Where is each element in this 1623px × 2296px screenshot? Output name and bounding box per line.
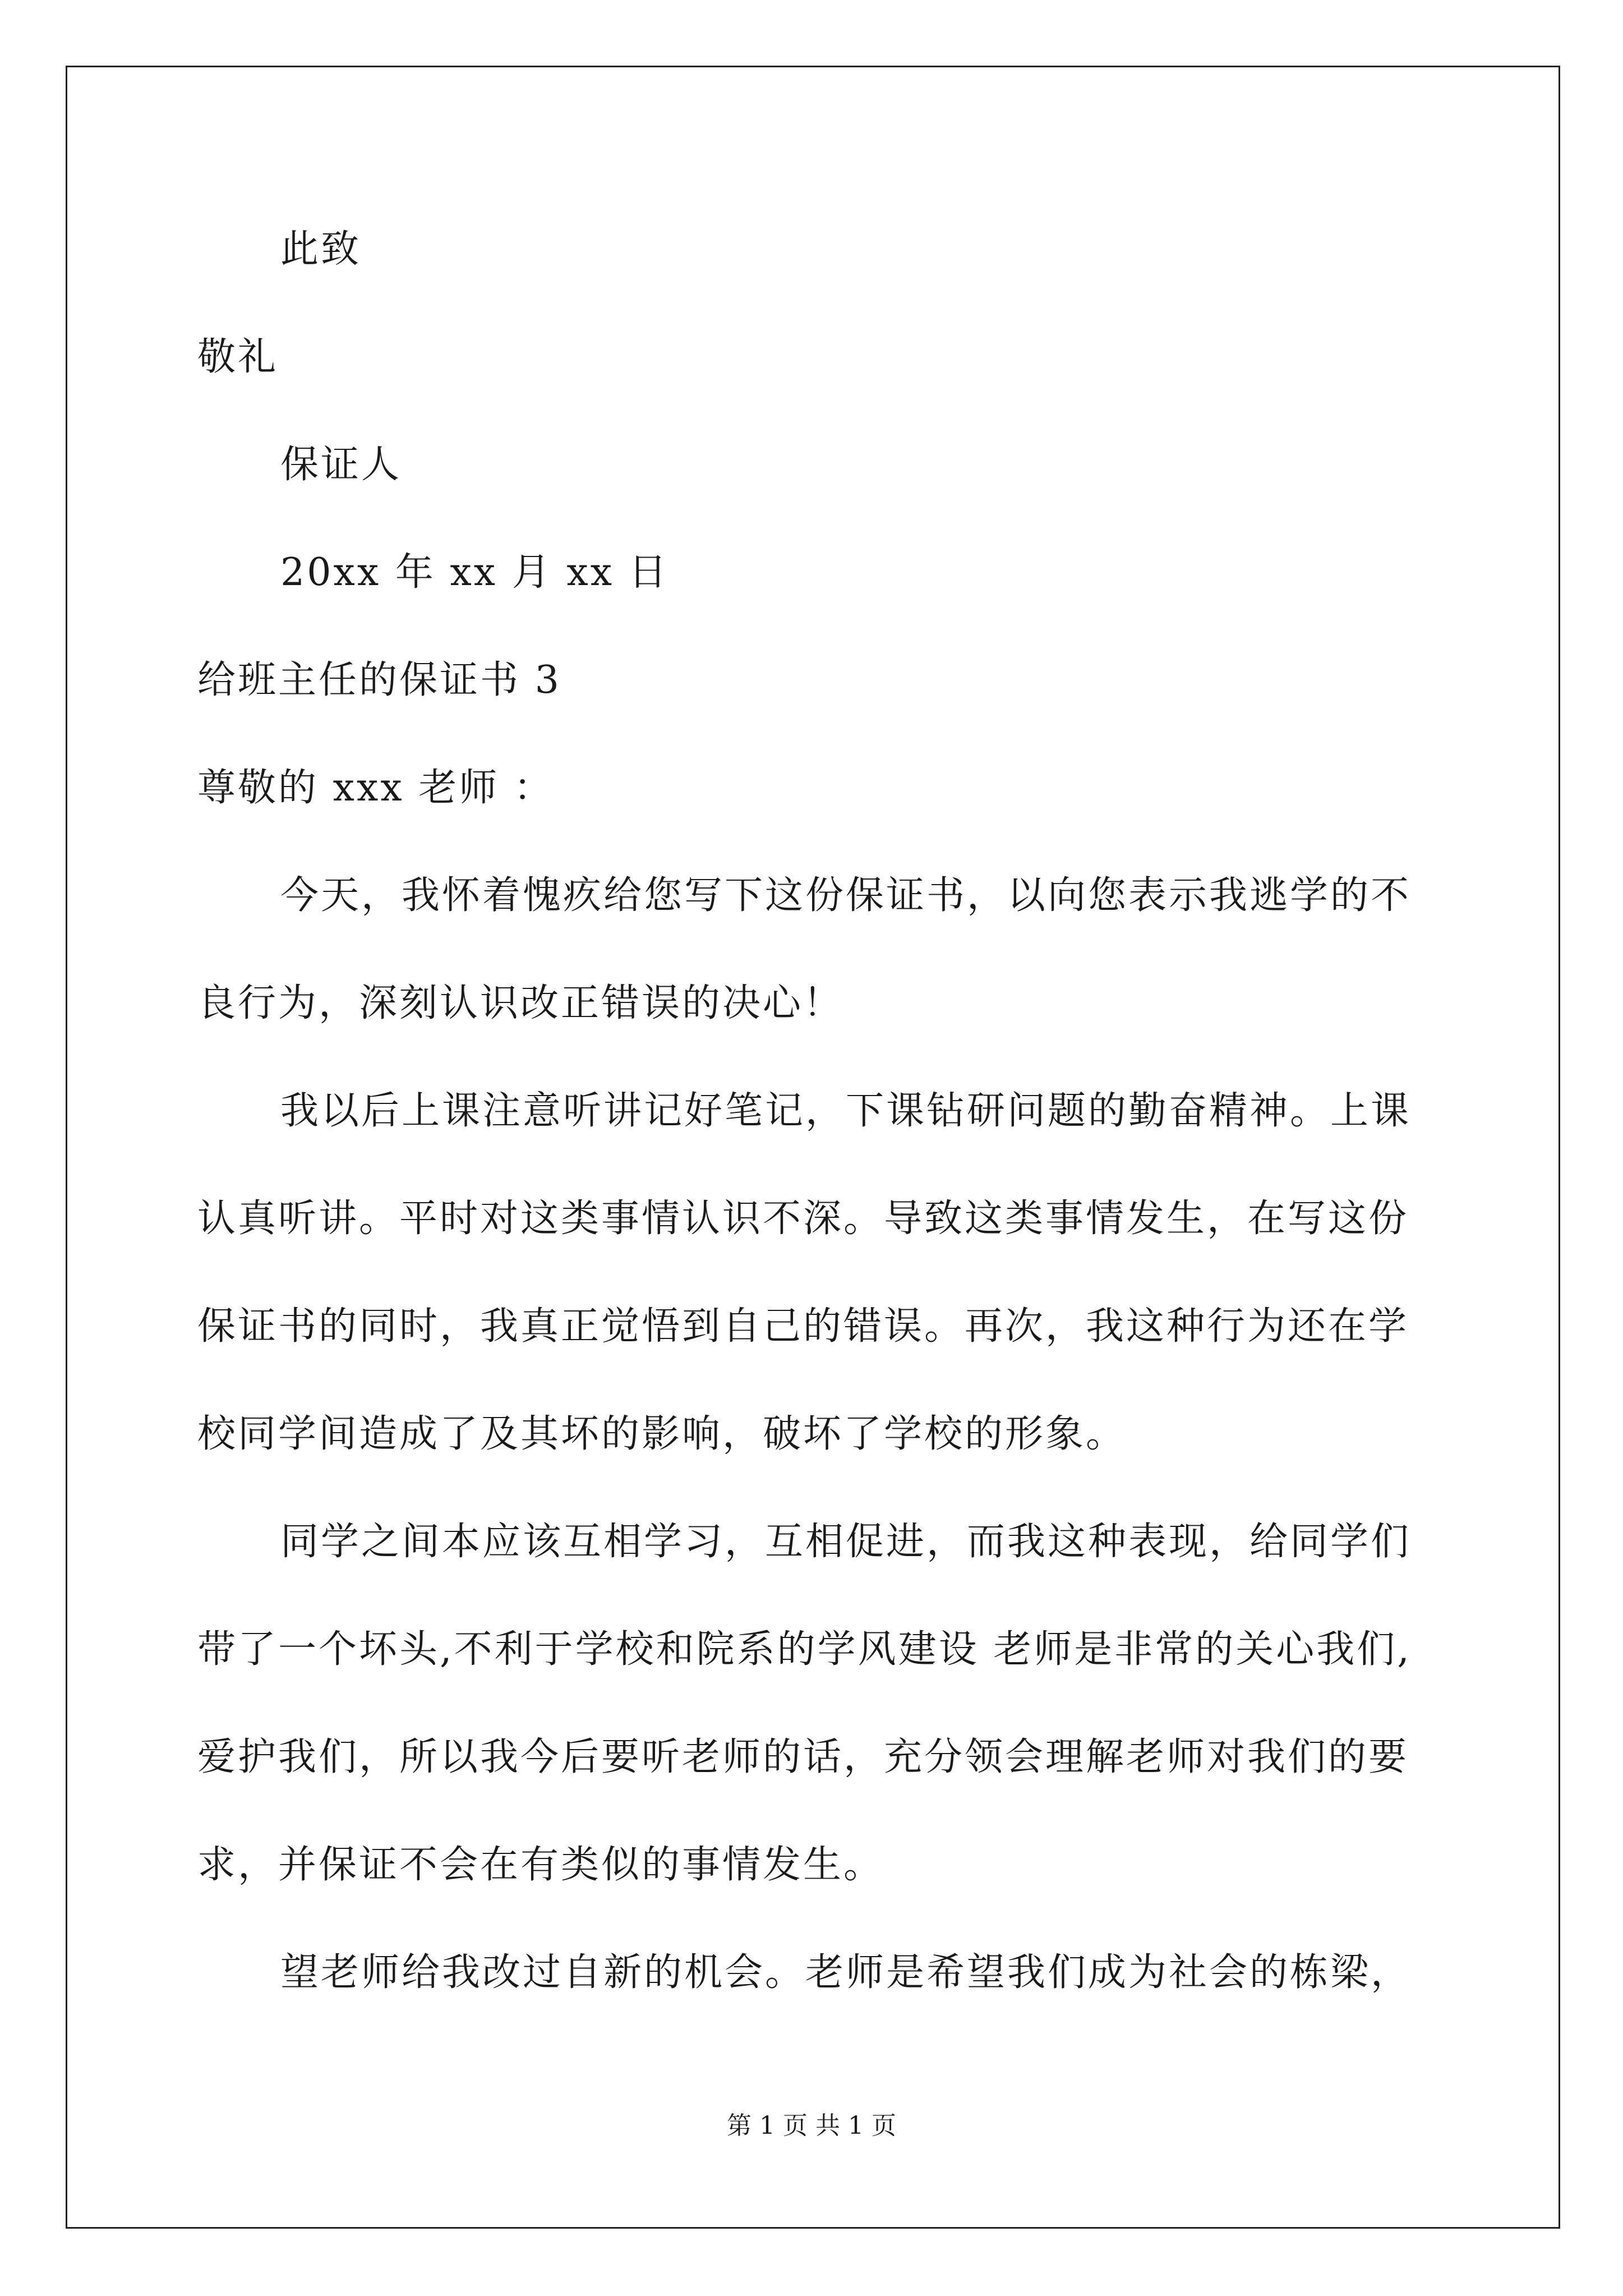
greeting-line: 尊敬的 xxx 老师 ： (197, 766, 554, 810)
paragraph-line: 保证书的同时，我真正觉悟到自己的错误。再次，我这种行为还在学 (197, 1304, 1409, 1349)
paragraph-line: 爱护我们，所以我今后要听老师的话，充分领会理解老师对我们的要 (197, 1735, 1409, 1779)
closing-salutation: 此致 (280, 227, 362, 272)
section-title: 给班主任的保证书 3 (197, 658, 561, 702)
paragraph-line: 认真听讲。平时对这类事情认识不深。导致这类事情发生，在写这份 (197, 1197, 1409, 1241)
page-border (66, 66, 1560, 2229)
paragraph-line: 望老师给我改过自新的机会。老师是希望我们成为社会的栋梁， (280, 1950, 1412, 1995)
paragraph-line: 带了一个坏头,不利于学校和院系的学风建设 老师是非常的关心我们, (197, 1627, 1412, 1672)
date-line: 20xx 年 xx 月 xx 日 (280, 550, 669, 595)
closing-regards: 敬礼 (197, 335, 279, 379)
paragraph-line: 校同学间造成了及其坏的影响，破坏了学校的形象。 (197, 1412, 1127, 1456)
paragraph-line: 今天，我怀着愧疚给您写下这份保证书，以向您表示我逃学的不 (280, 873, 1412, 918)
paragraph-line: 同学之间本应该互相学习，互相促进，而我这种表现，给同学们 (280, 1520, 1412, 1564)
paragraph-line: 我以后上课注意听讲记好笔记，下课钻研问题的勤奋精神。上课 (280, 1089, 1412, 1133)
paragraph-line: 求，并保证不会在有类似的事情发生。 (197, 1843, 884, 1887)
signer-label: 保证人 (280, 443, 402, 487)
paragraph-line: 良行为，深刻认识改正错误的决心！ (197, 981, 844, 1025)
page-footer: 第 1 页 共 1 页 (727, 2111, 896, 2140)
